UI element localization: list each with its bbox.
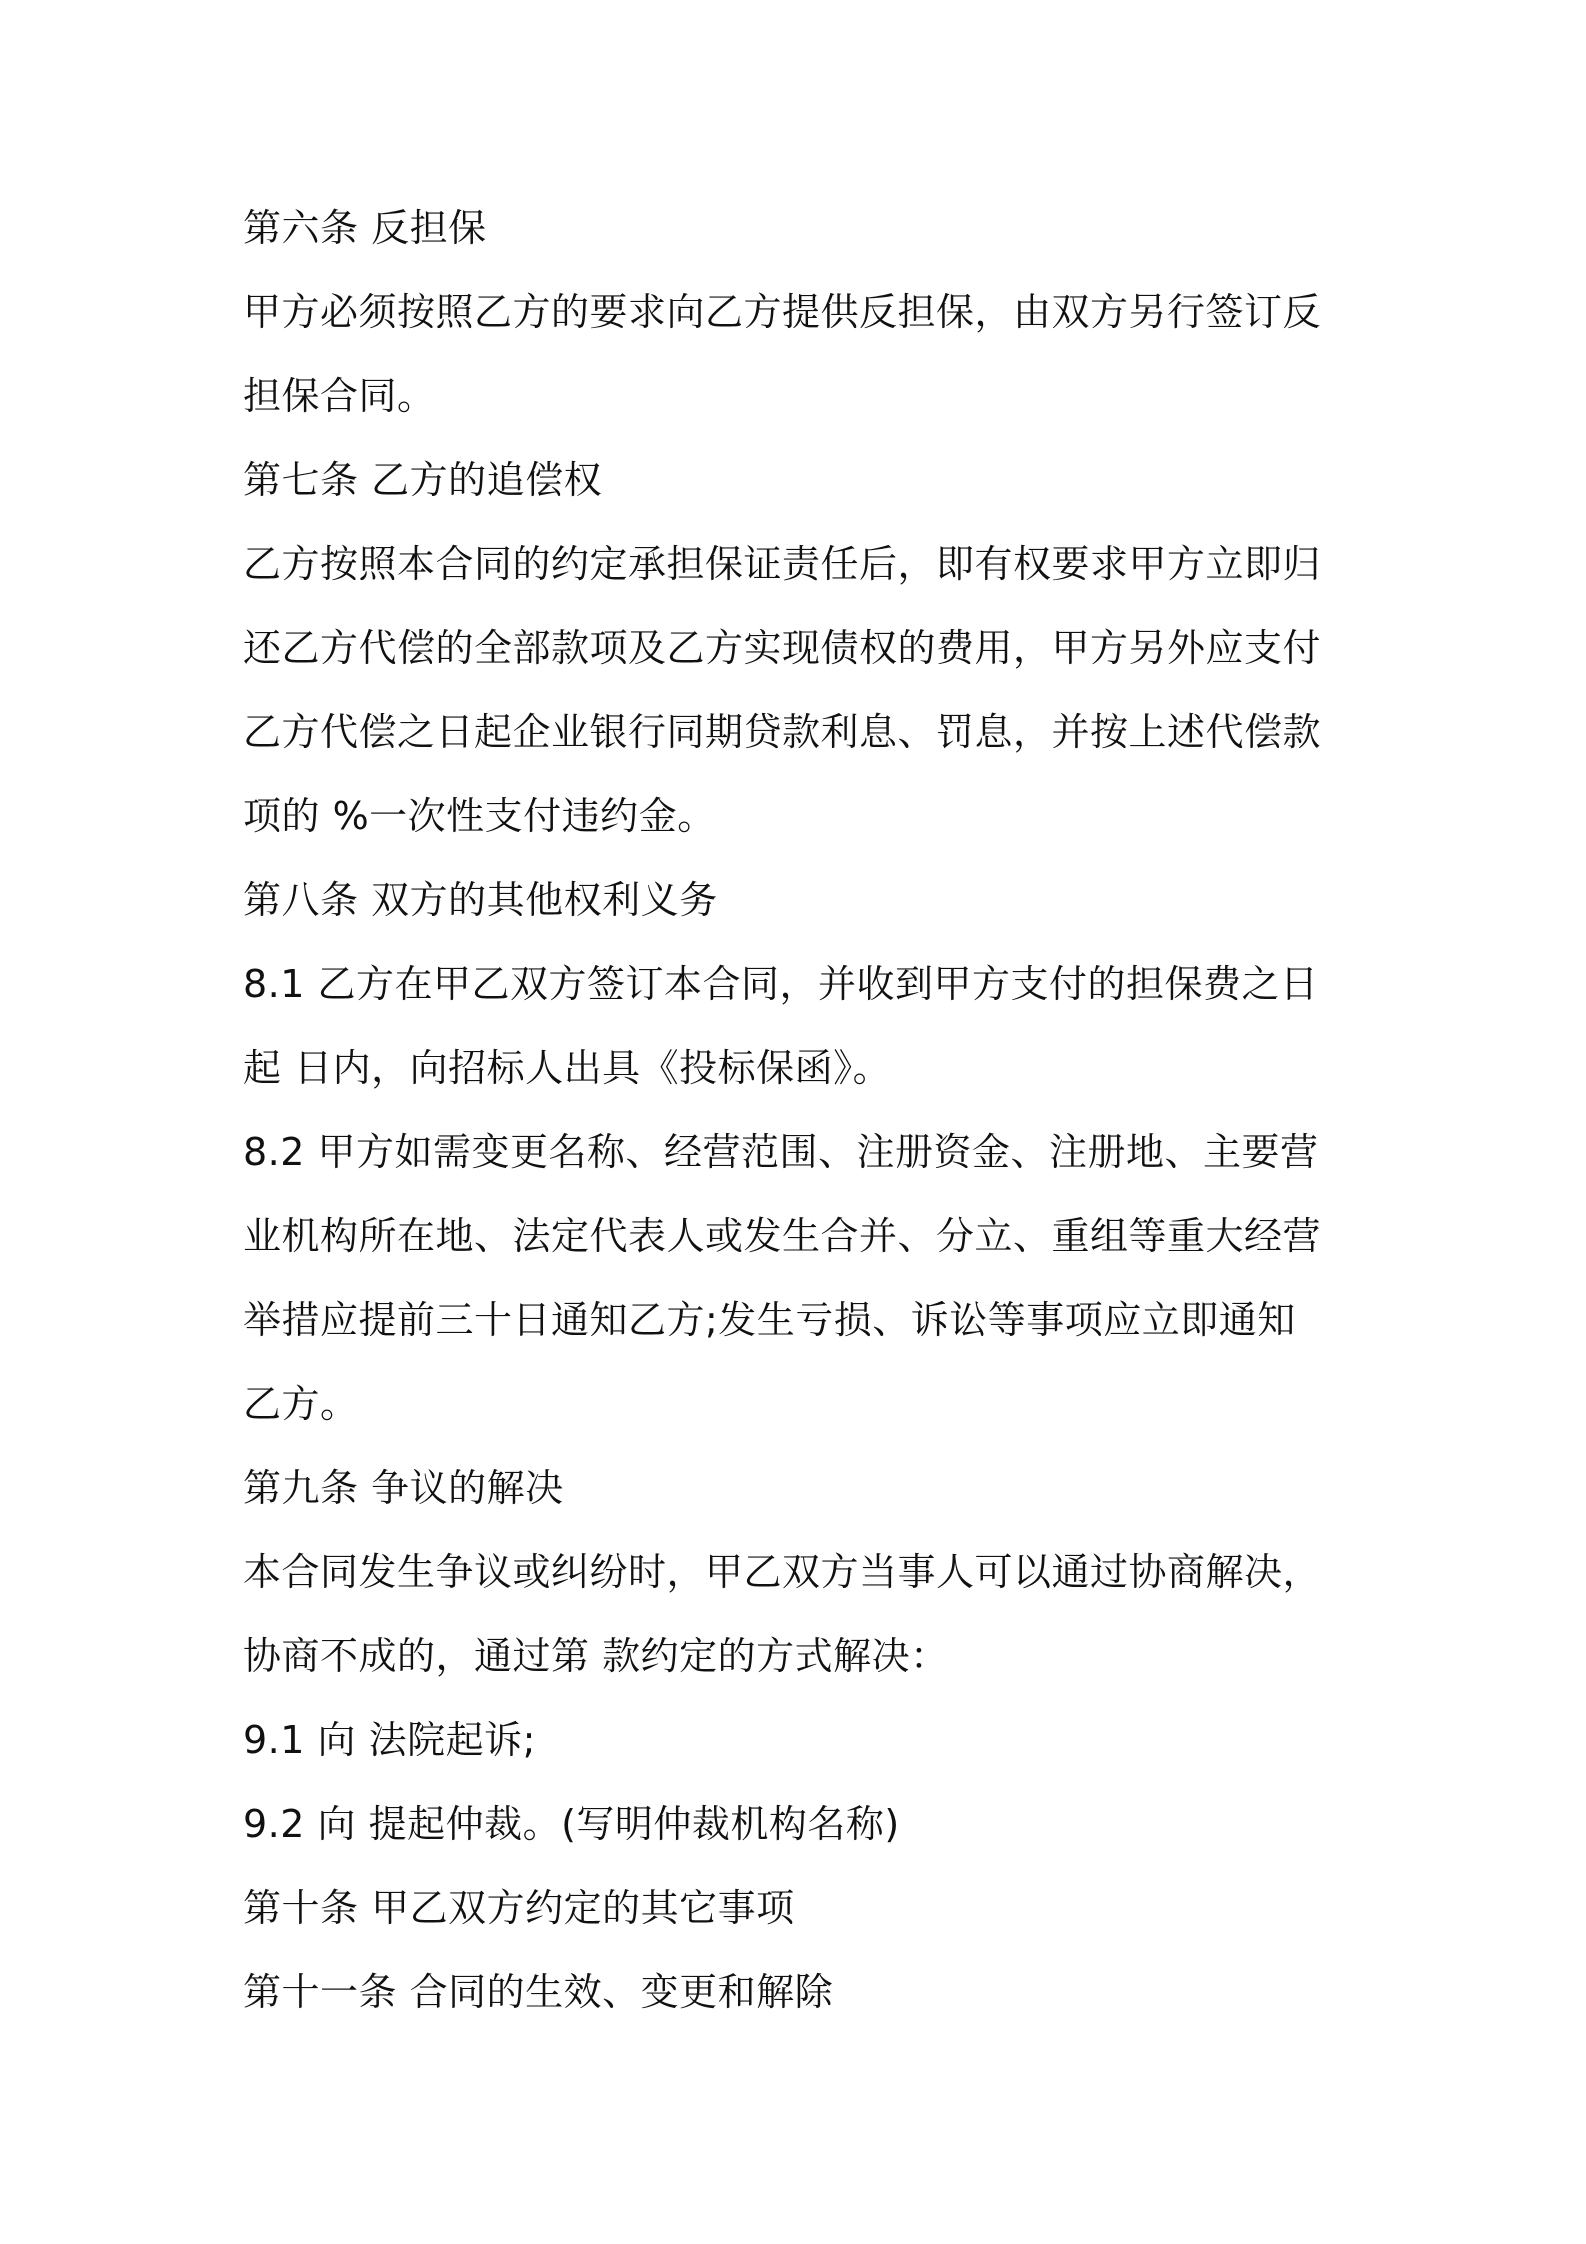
clause-9-2: 9.2 向 提起仲裁。(写明仲裁机构名称) [243,1802,900,1846]
article-7-body-line-3: 乙方代偿之日起企业银行同期贷款利息、罚息，并按上述代偿款 [243,710,1322,754]
clause-8-2-line-2: 业机构所在地、法定代表人或发生合并、分立、重组等重大经营 [243,1214,1322,1258]
article-7-heading: 第七条 乙方的追偿权 [243,458,603,502]
article-6-body-line-1: 甲方必须按照乙方的要求向乙方提供反担保，由双方另行签订反 [243,290,1322,334]
article-6-heading: 第六条 反担保 [243,206,487,250]
article-6-body-line-2: 担保合同。 [243,374,436,418]
article-9-body-line-2: 协商不成的，通过第 款约定的方式解决： [243,1634,949,1678]
article-9-body-line-1: 本合同发生争议或纠纷时，甲乙双方当事人可以通过协商解决， [243,1550,1322,1594]
article-7-body-line-2: 还乙方代偿的全部款项及乙方实现债权的费用，甲方另外应支付 [243,626,1322,670]
clause-8-2-line-3: 举措应提前三十日通知乙方;发生亏损、诉讼等事项应立即通知 [243,1298,1296,1342]
article-7-body-line-1: 乙方按照本合同的约定承担保证责任后，即有权要求甲方立即归 [243,542,1322,586]
article-10-heading: 第十条 甲乙双方约定的其它事项 [243,1886,795,1930]
clause-8-1-line-2: 起 日内，向招标人出具《投标保函》。 [243,1046,892,1090]
clause-8-2-line-1: 8.2 甲方如需变更名称、经营范围、注册资金、注册地、主要营 [243,1130,1319,1174]
clause-9-1: 9.1 向 法院起诉; [243,1718,536,1762]
clause-8-1-line-1: 8.1 乙方在甲乙双方签订本合同，并收到甲方支付的担保费之日 [243,962,1319,1006]
article-9-heading: 第九条 争议的解决 [243,1466,564,1510]
article-11-heading: 第十一条 合同的生效、变更和解除 [243,1970,834,2014]
article-8-heading: 第八条 双方的其他权利义务 [243,878,718,922]
clause-8-2-line-4: 乙方。 [243,1382,359,1426]
article-7-body-line-4: 项的 %一次性支付违约金。 [243,794,716,838]
